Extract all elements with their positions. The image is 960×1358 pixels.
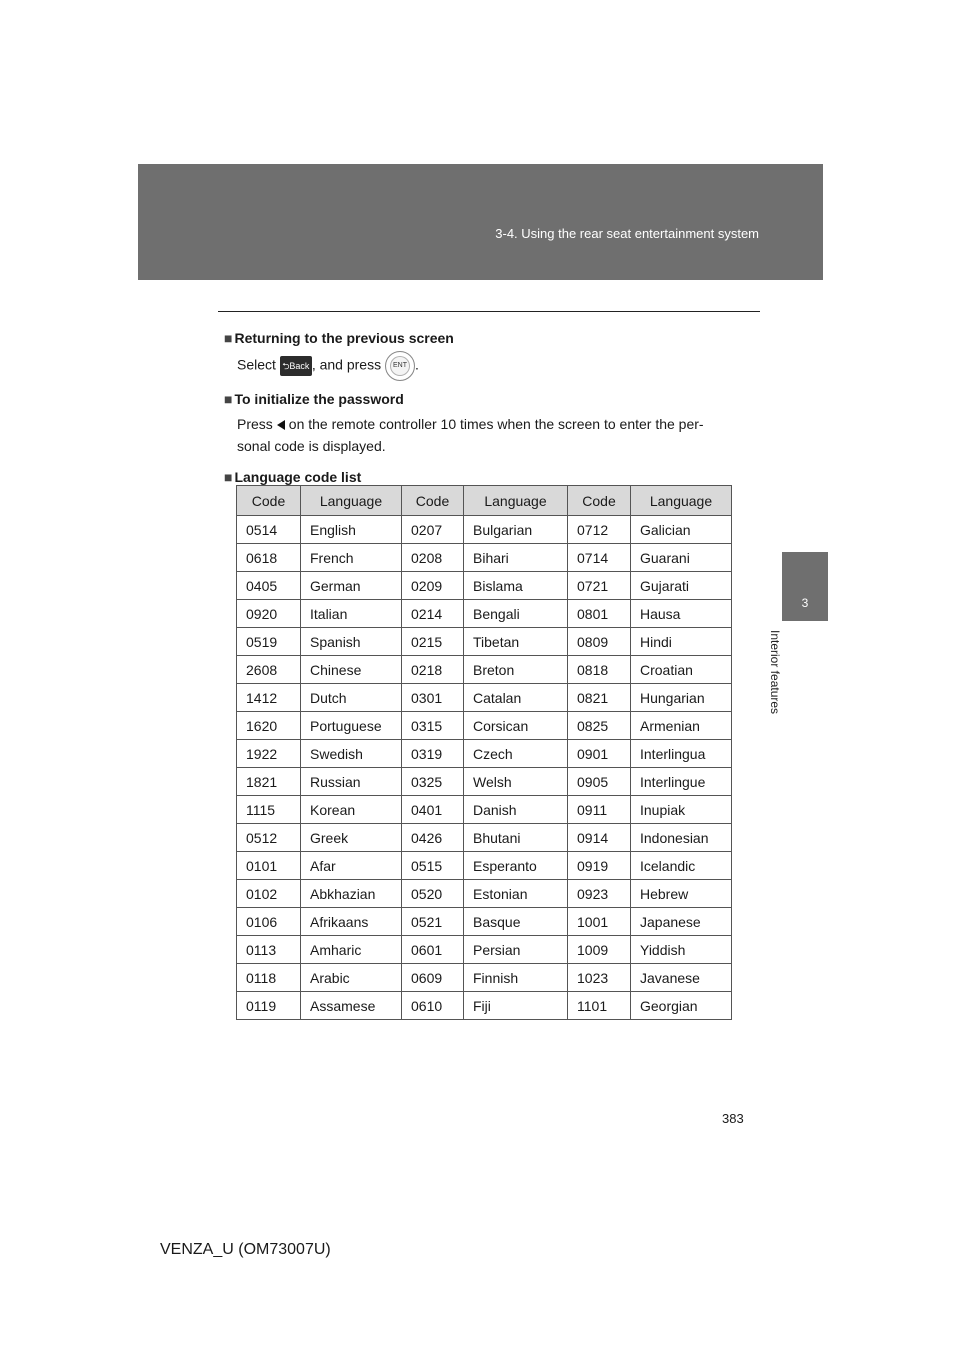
table-row [237, 852, 732, 880]
code-cell: 1009 [568, 936, 631, 964]
code-cell: 0215 [402, 628, 464, 656]
code-cell: 0426 [402, 824, 464, 852]
language-cell: Bislama [464, 572, 568, 600]
language-cell: Hindi [631, 628, 732, 656]
table-row [237, 656, 732, 684]
table-row [237, 572, 732, 600]
language-cell: Greek [301, 824, 402, 852]
table-row [237, 880, 732, 908]
language-cell: Croatian [631, 656, 732, 684]
back-button-icon: ⮌Back [280, 356, 312, 376]
code-cell: 0118 [237, 964, 301, 992]
language-cell: Finnish [464, 964, 568, 992]
language-cell: Welsh [464, 768, 568, 796]
chapter-header [138, 164, 823, 280]
language-cell: Indonesian [631, 824, 732, 852]
language-cell: Esperanto [464, 852, 568, 880]
document-code: VENZA_U (OM73007U) [160, 1241, 331, 1258]
code-cell: 2608 [237, 656, 301, 684]
language-cell: Galician [631, 516, 732, 544]
code-cell: 0119 [237, 992, 301, 1020]
code-cell: 1101 [568, 992, 631, 1020]
language-cell: Bhutani [464, 824, 568, 852]
language-cell: Estonian [464, 880, 568, 908]
code-cell: 0919 [568, 852, 631, 880]
code-cell: 0809 [568, 628, 631, 656]
code-cell: 0519 [237, 628, 301, 656]
code-cell: 0315 [402, 712, 464, 740]
code-cell: 1115 [237, 796, 301, 824]
language-cell: Georgian [631, 992, 732, 1020]
language-cell: Czech [464, 740, 568, 768]
code-cell: 0319 [402, 740, 464, 768]
language-cell: Fiji [464, 992, 568, 1020]
table-row [237, 824, 732, 852]
language-cell: Interlingua [631, 740, 732, 768]
column-header: Language [301, 486, 402, 516]
table-header-row [237, 486, 732, 516]
language-cell: Tibetan [464, 628, 568, 656]
square-bullet-icon: ■ [224, 469, 233, 485]
code-cell: 0102 [237, 880, 301, 908]
table-row [237, 936, 732, 964]
code-cell: 0514 [237, 516, 301, 544]
code-cell: 0209 [402, 572, 464, 600]
code-cell: 0520 [402, 880, 464, 908]
table-row [237, 628, 732, 656]
code-cell: 1620 [237, 712, 301, 740]
enter-button-icon: ENT [385, 351, 415, 381]
language-cell: Yiddish [631, 936, 732, 964]
table-row [237, 908, 732, 936]
column-header: Language [464, 486, 568, 516]
returning-heading: ■ Returning to the previous screen [224, 330, 454, 346]
code-cell: 0618 [237, 544, 301, 572]
language-cell: Afar [301, 852, 402, 880]
table-body [237, 516, 732, 1020]
language-code-table [236, 485, 732, 1020]
chapter-tab-label: Interior features [768, 630, 782, 715]
code-cell: 0920 [237, 600, 301, 628]
language-cell: Spanish [301, 628, 402, 656]
language-cell: Danish [464, 796, 568, 824]
code-cell: 1821 [237, 768, 301, 796]
language-cell: Breton [464, 656, 568, 684]
code-cell: 0914 [568, 824, 631, 852]
password-heading: ■ To initialize the password [224, 391, 404, 407]
table-row [237, 768, 732, 796]
code-cell: 0208 [402, 544, 464, 572]
code-cell: 0218 [402, 656, 464, 684]
code-cell: 1922 [237, 740, 301, 768]
code-cell: 1412 [237, 684, 301, 712]
returning-instruction: Select ⮌Back , and press ENT . [237, 351, 764, 381]
language-cell: Basque [464, 908, 568, 936]
language-cell: Amharic [301, 936, 402, 964]
table-row [237, 544, 732, 572]
language-cell: Bulgarian [464, 516, 568, 544]
language-cell: Italian [301, 600, 402, 628]
section-divider [218, 311, 760, 312]
language-cell: German [301, 572, 402, 600]
language-cell: Dutch [301, 684, 402, 712]
language-cell: Assamese [301, 992, 402, 1020]
code-cell: 0301 [402, 684, 464, 712]
code-cell: 0101 [237, 852, 301, 880]
table-row [237, 600, 732, 628]
language-cell: Armenian [631, 712, 732, 740]
code-cell: 0325 [402, 768, 464, 796]
table-row [237, 712, 732, 740]
chapter-number: 3 [801, 596, 809, 610]
code-cell: 0207 [402, 516, 464, 544]
code-cell: 0712 [568, 516, 631, 544]
table-row [237, 964, 732, 992]
code-cell: 0521 [402, 908, 464, 936]
language-cell: Bihari [464, 544, 568, 572]
chapter-title: 3-4. Using the rear seat entertainment system [495, 226, 759, 241]
column-header: Language [631, 486, 732, 516]
code-cell: 0911 [568, 796, 631, 824]
code-cell: 0818 [568, 656, 631, 684]
column-header: Code [568, 486, 631, 516]
code-cell: 0801 [568, 600, 631, 628]
language-cell: Interlingue [631, 768, 732, 796]
language-cell: French [301, 544, 402, 572]
code-cell: 1001 [568, 908, 631, 936]
code-cell: 0721 [568, 572, 631, 600]
language-cell: Javanese [631, 964, 732, 992]
language-heading: ■ Language code list [224, 469, 362, 485]
language-cell: Inupiak [631, 796, 732, 824]
language-cell: Hungarian [631, 684, 732, 712]
code-cell: 0401 [402, 796, 464, 824]
code-cell: 0714 [568, 544, 631, 572]
table-row [237, 796, 732, 824]
code-cell: 0601 [402, 936, 464, 964]
code-cell: 0106 [237, 908, 301, 936]
language-cell: Hebrew [631, 880, 732, 908]
language-cell: Afrikaans [301, 908, 402, 936]
language-cell: Chinese [301, 656, 402, 684]
table-row [237, 740, 732, 768]
language-cell: English [301, 516, 402, 544]
language-cell: Russian [301, 768, 402, 796]
code-cell: 0113 [237, 936, 301, 964]
code-cell: 0512 [237, 824, 301, 852]
code-cell: 0901 [568, 740, 631, 768]
code-cell: 0905 [568, 768, 631, 796]
table-row [237, 516, 732, 544]
language-cell: Portuguese [301, 712, 402, 740]
language-cell: Guarani [631, 544, 732, 572]
language-cell: Gujarati [631, 572, 732, 600]
square-bullet-icon: ■ [224, 391, 233, 407]
code-cell: 0610 [402, 992, 464, 1020]
language-cell: Japanese [631, 908, 732, 936]
chapter-tab [782, 552, 828, 621]
language-cell: Abkhazian [301, 880, 402, 908]
column-header: Code [402, 486, 464, 516]
language-cell: Swedish [301, 740, 402, 768]
page-content [224, 328, 764, 487]
code-cell: 0825 [568, 712, 631, 740]
column-header: Code [237, 486, 301, 516]
language-cell: Bengali [464, 600, 568, 628]
language-cell: Icelandic [631, 852, 732, 880]
language-cell: Arabic [301, 964, 402, 992]
code-cell: 1023 [568, 964, 631, 992]
square-bullet-icon: ■ [224, 330, 233, 346]
code-cell: 0821 [568, 684, 631, 712]
page-number: 383 [722, 1111, 744, 1126]
language-cell: Persian [464, 936, 568, 964]
code-cell: 0214 [402, 600, 464, 628]
language-cell: Korean [301, 796, 402, 824]
code-cell: 0923 [568, 880, 631, 908]
code-cell: 0405 [237, 572, 301, 600]
language-cell: Corsican [464, 712, 568, 740]
password-instruction: Press on the remote controller 10 times when the screen to enter the per- sonal code is displayed. [237, 416, 704, 454]
table-row [237, 992, 732, 1020]
code-cell: 0515 [402, 852, 464, 880]
language-cell: Hausa [631, 600, 732, 628]
table-row [237, 684, 732, 712]
code-cell: 0609 [402, 964, 464, 992]
language-cell: Catalan [464, 684, 568, 712]
left-arrow-icon [277, 420, 285, 430]
